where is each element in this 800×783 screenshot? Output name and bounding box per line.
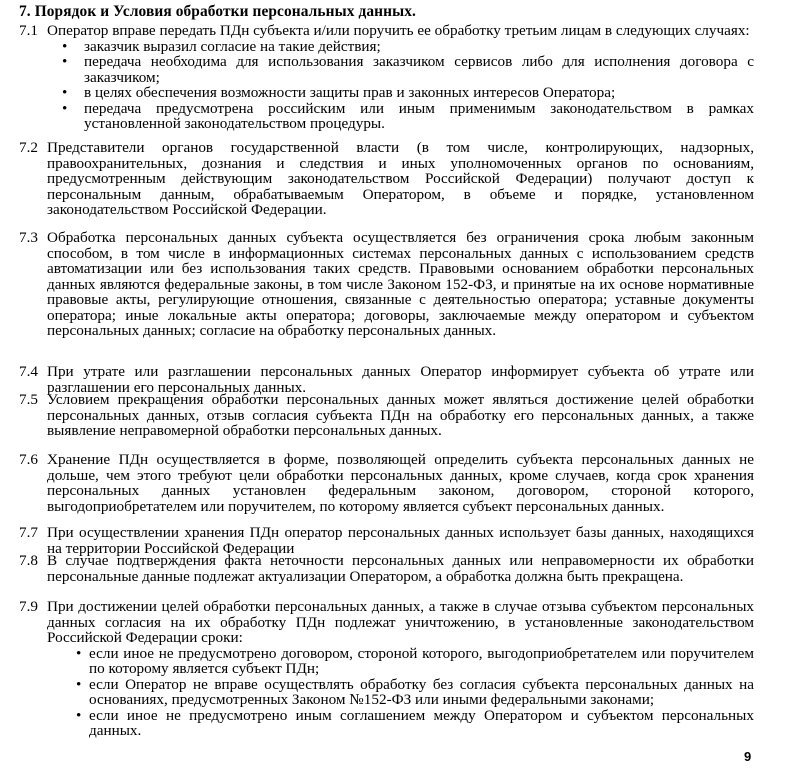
list-item: • если Оператор не вправе осуществлять обработку без согласия субъекта персональных данных на основаниях, предусмотренных Законом №152-ФЗ или иными федеральными законами; [76,675,754,709]
list-item: • передача предусмотрена российским или иным применимым законодательством в рамках установленной законодательством процедуры. [62,99,754,133]
clause-text: В случае подтверждения факта неточности персональных данных или неправомерности их обработки персональные данные подлежат актуализации Оператором, а обработка должна быть прекращена. [47,552,754,585]
clause-number: 7.2 [19,139,38,156]
clause-7-2 [19,140,754,218]
list-item: • если иное не предусмотрено договором, стороной которого, выгодоприобретателем или поручителем по которому является субъект ПДн; [76,644,754,678]
list-item: • передача необходима для использования заказчиком сервисов либо для исполнения договора с заказчиком; [62,53,754,86]
clause-7-5 [19,392,754,439]
clause-number: 7.6 [19,451,38,468]
bullet-icon: • [76,675,82,693]
clause-number: 7.1 [19,22,38,39]
clause-text: При утрате или разглашении персональных данных Оператор информирует субъекта об утрате или разглашении его персональных данных. [47,363,754,396]
clause-text: Условием прекращения обработки персональных данных может являться достижение целей обработки персональных данных, отзыв согласия субъекта ПДн на обработку его персональных данных, а также выявление неправомерной обработки персональных данных. [47,391,754,440]
clause-number: 7.5 [19,391,38,408]
clause-7-9 [19,599,754,739]
bullet-icon: • [62,99,68,117]
list-item: • в целях обеспечения возможности защиты прав и законных интересов Оператора; [62,84,616,102]
clause-text: Представители органов государственной власти (в том числе, контролирующих, надзорных, правоохранительных, дознания и следствия и иных уполномоченных органов по основаниям, предусмотренным действующим законодательством Российской Федерации) получают доступ к персональным данным, обрабатываемым Оператором, в объеме и порядке, установленном законодательством Российской Федерации. [47,139,754,219]
clause-number: 7.4 [19,363,38,380]
bullet-icon: • [62,84,68,102]
bullet-icon: • [62,37,68,55]
clause-text: Хранение ПДн осуществляется в форме, позволяющей определить субъекта персональных данных не дольше, чем этого требуют цели обработки персональных данных, кроме случаев, когда срок хранения персональных данных установлен федеральным законом, договором, стороной которого, выгодоприобретателем или поручителем, по которому является субъект персональных данных. [47,451,754,515]
clause-number: 7.3 [19,229,38,246]
clause-7-3 [19,230,754,339]
clause-number: 7.7 [19,524,38,541]
clause-number: 7.9 [19,598,38,615]
bullet-list [19,646,754,739]
bullet-icon: • [76,706,82,724]
clause-text: Оператор вправе передать ПДн субъекта и/или поручить ее обработку третьим лицам в следующих случаях: [47,22,750,39]
clause-text: Обработка персональных данных субъекта осуществляется без ограничения срока любым законным способом, в том числе в информационных системах персональных данных с использованием средств автоматизации или без использования таких средств. Правовыми основанием обработки персональных данных являются федеральные законы, в том числе Законом 152-ФЗ, и принятые на их основе нормативные правовые акты, регулирующие отношения, связанные с деятельностью оператора; уставные документы оператора; иные локальные акты оператора; договоры, заключаемые между оператором и субъектом персональных данных; согласие на обработку персональных данных. [47,229,754,340]
clause-7-6 [19,452,754,514]
list-item: • если иное не предусмотрено иным соглашением между Оператором и субъектом персональных данных. [76,706,754,740]
list-item: • заказчик выразил согласие на такие действия; [62,37,381,55]
section-heading: 7. Порядок и Условия обработки персональных данных. [19,3,416,20]
clause-number: 7.8 [19,552,38,569]
clause-text: При достижении целей обработки персональных данных, а также в случае отзыва субъектом персональных данных согласия на их обработку ПДн подлежат уничтожению, в установленные законодательством Российской Федерации сроки: [47,598,754,647]
bullet-icon: • [76,644,82,662]
clause-7-8 [19,553,754,584]
page-number: 9 [744,749,752,764]
clause-text: При осуществлении хранения ПДн оператор персональных данных использует базы данных, находящихся на территории Российской Федерации [47,524,754,557]
clause-7-1 [19,23,754,132]
bullet-icon: • [62,53,68,71]
bullet-list [19,39,754,132]
